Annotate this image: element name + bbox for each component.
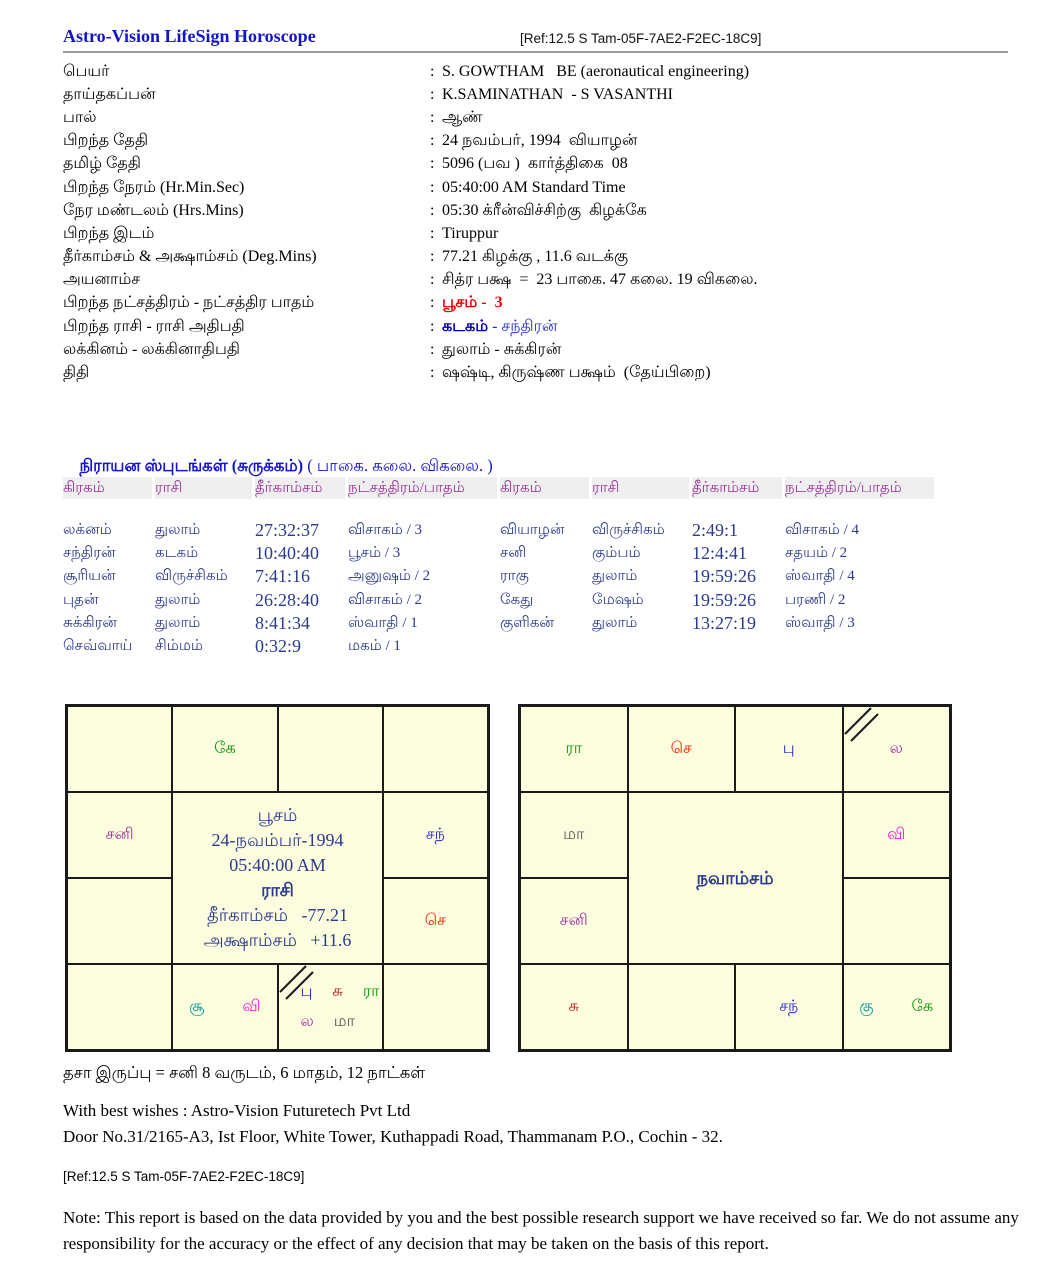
info-colon: : (430, 178, 435, 196)
chart-cell-line (560, 911, 588, 931)
info-value-segment: சித்ர பக்ஷ = 23 பாகை. 47 கலை. 19 விகலை. (442, 271, 758, 289)
planet-table-cell: மேஷம் (592, 591, 644, 608)
info-row (63, 199, 1003, 222)
info-value-segment: சந்திரன் (501, 317, 558, 335)
info-value-segment: 24 நவம்பர், 1994 வியாழன் (442, 132, 638, 150)
planet-abbrev: ரா (362, 983, 380, 1000)
planet-table-cell: 2:49:1 (692, 520, 739, 541)
chart-house-cell (843, 792, 951, 878)
planet-abbrev: சனி (559, 912, 588, 929)
chart-house-cell (383, 878, 488, 964)
planet-table-cell: அனுஷம் / 2 (348, 568, 431, 585)
chart-center-cell (172, 792, 383, 964)
planet-abbrev: சூ (189, 998, 205, 1015)
chart-cell-line (301, 1012, 356, 1032)
rasi-chart (65, 704, 490, 1052)
planet-table-cell: சந்திரன் (63, 545, 116, 562)
planet-abbrev: மா (333, 1013, 356, 1030)
info-value (442, 179, 626, 197)
info-label: பிறந்த இடம் (63, 224, 155, 242)
planet-table-cell: ஸ்வாதி / 4 (785, 568, 855, 585)
info-value-segment: S. GOWTHAM BE (aeronautical engineering) (442, 62, 750, 80)
planet-table-header-cell: கிரகம் (500, 477, 592, 499)
info-colon: : (430, 317, 435, 335)
info-row (63, 176, 1003, 199)
info-value (442, 340, 561, 360)
info-row (63, 130, 1003, 153)
info-row (63, 269, 1003, 292)
info-colon: : (430, 155, 435, 173)
chart-house-cell (383, 964, 488, 1050)
planet-positions-table-left (63, 477, 500, 658)
planet-table-cell: கேது (500, 591, 534, 608)
planet-table-cell: 27:32:37 (255, 520, 320, 541)
planet-table-cell: கடகம் (155, 545, 199, 562)
chart-center-text: ராசி (261, 880, 294, 900)
planet-table-cell: 0:32:9 (255, 636, 302, 657)
planet-table-cell: சதயம் / 2 (785, 545, 848, 562)
planet-abbrev: சனி (105, 826, 134, 843)
info-label: பிறந்த நேரம் (Hr.Min.Sec) (63, 178, 245, 196)
info-value-segment: Tiruppur (442, 224, 499, 242)
lagna-marker-icon (844, 707, 884, 747)
info-label: லக்கினம் - லக்கினாதிபதி (63, 340, 240, 358)
planet-table-cell: 12:4:41 (692, 543, 748, 564)
chart-cell-line (425, 911, 446, 931)
info-value-segment: 77.21 கிழக்கு , 11.6 வடக்கு (442, 248, 629, 266)
chart-house-cell (67, 964, 172, 1050)
chart-cell-line (859, 997, 933, 1017)
info-row (63, 315, 1003, 338)
chart-house-cell (628, 964, 736, 1050)
chart-house-cell (278, 964, 383, 1050)
planet-positions-title-main: நிராயன ஸ்புடங்கள் (சுருக்கம்) (79, 456, 304, 475)
chart-cell-line (211, 828, 343, 853)
planet-table-cell: துலாம் (155, 591, 201, 608)
info-label: திதி (63, 364, 90, 382)
planet-table-cell: விருச்சிகம் (592, 522, 665, 539)
chart-cell-line (189, 997, 261, 1017)
planet-abbrev: கு (859, 998, 874, 1015)
planet-table-row (63, 612, 500, 635)
info-label: அயனாம்ச (63, 271, 141, 289)
planet-table-cell: விசாகம் / 4 (785, 522, 860, 539)
chart-center-text: 24-நவம்பர்-1994 (211, 830, 344, 850)
planet-table-row (63, 519, 500, 542)
planet-positions-table-right (500, 477, 937, 658)
chart-house-cell (172, 706, 277, 792)
info-label: தமிழ் தேதி (63, 155, 141, 173)
company-address-line: Door No.31/2165-A3, Ist Floor, White Tower, Kuthappadi Road, Thammanam P.O., Cochin - 32. (63, 1127, 723, 1146)
info-value (442, 154, 628, 174)
planet-table-header-cell: தீர்காம்சம் (255, 477, 348, 499)
chart-cell-line (890, 739, 903, 759)
info-row (63, 246, 1003, 269)
planet-table-cell: ராகு (500, 568, 529, 585)
chart-house-cell (843, 878, 951, 964)
chart-house-cell (520, 878, 628, 964)
planet-abbrev: பு (782, 740, 795, 757)
dasa-balance-line: தசா இருப்பு = சனி 8 வருடம், 6 மாதம், 12 நாட்கள் (63, 1063, 426, 1082)
planet-table-header-cell: ராசி (592, 477, 692, 499)
info-colon: : (430, 271, 435, 289)
chart-center-text: தீர்காம்சம் -77.21 (207, 905, 348, 925)
chart-house-cell (67, 706, 172, 792)
chart-house-cell (628, 706, 736, 792)
planet-abbrev: சு (332, 983, 343, 1000)
planet-table-header-cell: நட்சத்திரம்/பாதம் (348, 477, 500, 499)
info-value (442, 108, 483, 128)
planet-abbrev: சந் (779, 998, 799, 1015)
planet-table-row (500, 589, 937, 612)
info-value (442, 247, 628, 267)
info-value (442, 86, 673, 104)
planet-table-row (63, 635, 500, 658)
planet-table-row (500, 519, 937, 542)
planet-table-cell: மகம் / 1 (348, 638, 401, 655)
chart-cell-line (229, 853, 326, 878)
planet-table-cell: துலாம் (155, 522, 201, 539)
info-label: பிறந்த நட்சத்திரம் - நட்சத்திர பாதம் (63, 294, 315, 312)
planet-table-header-cell: கிரகம் (63, 477, 155, 499)
planet-positions-tables (63, 477, 937, 658)
chart-cell-line (563, 825, 584, 845)
chart-house-cell (843, 964, 951, 1050)
planet-abbrev: ல (300, 1013, 314, 1030)
planet-abbrev: பு (300, 983, 313, 1000)
info-colon: : (430, 62, 435, 80)
planet-table-row (500, 542, 937, 565)
info-row (63, 361, 1003, 384)
info-colon: : (430, 364, 435, 382)
info-label: பிறந்த ராசி - ராசி அதிபதி (63, 317, 245, 335)
planet-table-cell: பூசம் / 3 (348, 545, 401, 562)
info-value-segment: துலாம் - சுக்கிரன் (442, 340, 562, 358)
planet-table-cell: 19:59:26 (692, 566, 757, 587)
info-value-segment: - (488, 317, 502, 335)
info-value-segment: பூசம் - 3 (442, 294, 503, 312)
planet-table-cell: விசாகம் / 3 (348, 522, 423, 539)
info-colon: : (430, 201, 435, 219)
info-colon: : (430, 294, 435, 312)
planet-table-cell: செவ்வாய் (63, 638, 133, 655)
chart-cell-line (106, 825, 134, 845)
info-value-segment: 05:30 க்ரீன்விச்சிற்கு கிழக்கே (442, 201, 647, 219)
chart-house-cell (67, 878, 172, 964)
planet-abbrev: சந் (425, 826, 445, 843)
chart-house-cell (383, 792, 488, 878)
planet-abbrev: மா (563, 826, 585, 843)
chart-house-cell (383, 706, 488, 792)
planet-table-row (500, 612, 937, 635)
chart-house-cell (278, 706, 383, 792)
best-wishes-line: With best wishes : Astro-Vision Futuretech Pvt Ltd (63, 1101, 411, 1120)
chart-cell-line (696, 866, 773, 891)
info-value-segment: கடகம் (442, 317, 489, 335)
info-colon: : (430, 340, 435, 358)
planet-abbrev: ரா (565, 740, 583, 757)
info-colon: : (430, 224, 435, 242)
page-title: Astro-Vision LifeSign Horoscope (63, 26, 316, 46)
planet-table-cell: 7:41:16 (255, 566, 311, 587)
disclaimer-note: Note: This report is based on the data provided by you and the best possible research support we have received so far. We do not assume any responsibility for the accuracy or the effect of any decision that may be taken on the basis of this report. (63, 1208, 1024, 1253)
planet-abbrev: வி (242, 998, 261, 1015)
info-value (442, 363, 711, 383)
planet-table-header-cell: ராசி (155, 477, 255, 499)
planet-table-header-cell: நட்சத்திரம்/பாதம் (785, 477, 937, 499)
chart-cell-line (258, 803, 298, 828)
footer-ref-code: [Ref:12.5 S Tam-05F-7AE2-F2EC-18C9] (63, 1169, 305, 1184)
info-colon: : (430, 85, 435, 103)
planet-table-cell: 13:27:19 (692, 612, 757, 633)
info-value (442, 201, 647, 221)
planet-table-row (500, 565, 937, 588)
info-value-segment: 5096 (பவ ) கார்த்திகை 08 (442, 155, 628, 173)
chart-house-cell (172, 964, 277, 1050)
planet-table-cell: 8:41:34 (255, 612, 311, 633)
info-label: தீர்காம்சம் & அக்ஷாம்சம் (Deg.Mins) (63, 248, 317, 266)
planet-table-cell: 10:40:40 (255, 543, 320, 564)
info-label: நேர மண்டலம் (Hrs.Mins) (63, 201, 244, 219)
planet-table-cell: லக்னம் (63, 522, 112, 539)
info-value (442, 293, 503, 313)
chart-cell-line (783, 739, 795, 759)
chart-cell-line (569, 997, 579, 1017)
info-value (442, 131, 637, 151)
chart-cell-line (779, 997, 798, 1017)
chart-center-cell (628, 792, 843, 964)
planet-table-header-row (500, 477, 937, 499)
chart-center-text: நவாம்சம் (696, 867, 774, 888)
chart-house-cell (520, 964, 628, 1050)
planet-table-cell: சுக்கிரன் (63, 614, 117, 631)
planet-abbrev: வி (887, 826, 906, 843)
info-row (63, 153, 1003, 176)
info-row (63, 292, 1003, 315)
planet-abbrev: கே (214, 740, 236, 757)
info-label: பெயர் (63, 62, 110, 80)
info-value (442, 270, 758, 290)
planet-table-cell: சனி (500, 545, 527, 562)
chart-house-cell (520, 706, 628, 792)
chart-cell-line (887, 825, 905, 845)
info-label: தாய்தகப்பன் (63, 85, 156, 103)
chart-center-text: 05:40:00 AM (229, 855, 326, 875)
planet-table-header-cell: தீர்காம்சம் (692, 477, 785, 499)
planet-table-cell: வியாழன் (500, 522, 565, 539)
planet-table-header-row (63, 477, 500, 499)
planet-table-cell: ஸ்வாதி / 1 (348, 614, 418, 631)
info-row (63, 83, 1003, 106)
header-rule (63, 51, 1008, 53)
info-row (63, 106, 1003, 129)
planet-table-cell: சிம்மம் (155, 638, 203, 655)
chart-house-cell (735, 964, 843, 1050)
planet-positions-title-units: ( பாகை. கலை. விகலை. ) (303, 456, 493, 475)
chart-cell-line (671, 739, 692, 759)
chart-cell-line (204, 928, 352, 953)
planet-abbrev: ல (889, 740, 903, 757)
chart-house-cell (843, 706, 951, 792)
info-value-segment: 05:40:00 AM Standard Time (442, 178, 626, 196)
planet-abbrev: செ (424, 912, 447, 929)
planet-table-cell: விருச்சிகம் (155, 568, 228, 585)
info-row (63, 338, 1003, 361)
chart-center-text: அக்ஷாம்சம் +11.6 (203, 930, 352, 950)
planet-table-cell: 19:59:26 (692, 589, 757, 610)
planet-table-cell: பரணி / 2 (785, 591, 846, 608)
chart-cell-line (426, 825, 445, 845)
planet-table-cell: கும்பம் (592, 545, 641, 562)
planet-abbrev: செ (670, 740, 692, 757)
info-value-segment: ஷஷ்டி, கிருஷ்ண பக்ஷம் (தேய்பிறை) (442, 364, 711, 382)
info-value-segment: K.SAMINATHAN - S VASANTHI (442, 85, 673, 103)
planet-table-row (63, 565, 500, 588)
info-value-segment: ஆண் (442, 108, 483, 126)
planet-table-cell: விசாகம் / 2 (348, 591, 423, 608)
info-value (442, 225, 498, 243)
chart-cell-line (214, 739, 236, 759)
planet-table-cell: துலாம் (592, 568, 638, 585)
info-row (63, 222, 1003, 245)
navamsa-chart (518, 704, 952, 1052)
planet-table-row (63, 589, 500, 612)
info-value (442, 317, 557, 337)
planet-table-row (63, 542, 500, 565)
header-ref-code: [Ref:12.5 S Tam-05F-7AE2-F2EC-18C9] (520, 31, 762, 46)
info-label: பிறந்த தேதி (63, 132, 149, 150)
planet-table-cell: குளிகன் (500, 614, 554, 631)
info-colon: : (430, 132, 435, 150)
lagna-marker-icon (279, 965, 319, 1005)
chart-cell-line (207, 903, 348, 928)
info-label: பால் (63, 108, 97, 126)
planet-abbrev: கே (911, 998, 934, 1015)
info-colon: : (430, 248, 435, 266)
chart-house-cell (735, 706, 843, 792)
planet-table-cell: சூரியன் (63, 568, 116, 585)
chart-cell-line (261, 878, 294, 903)
birth-info-section (63, 60, 1003, 385)
chart-center-text: பூசம் (257, 805, 298, 825)
planet-table-cell: 26:28:40 (255, 589, 320, 610)
planet-table-cell: ஸ்வாதி / 3 (785, 614, 855, 631)
chart-house-cell (520, 792, 628, 878)
chart-house-cell (67, 792, 172, 878)
info-colon: : (430, 108, 435, 126)
chart-cell-line (565, 739, 582, 759)
planet-table-cell: துலாம் (155, 614, 201, 631)
info-value (442, 63, 749, 81)
planet-abbrev: சு (568, 998, 579, 1015)
info-row (63, 60, 1003, 83)
planet-table-cell: துலாம் (592, 614, 638, 631)
planet-table-cell: புதன் (63, 591, 99, 608)
